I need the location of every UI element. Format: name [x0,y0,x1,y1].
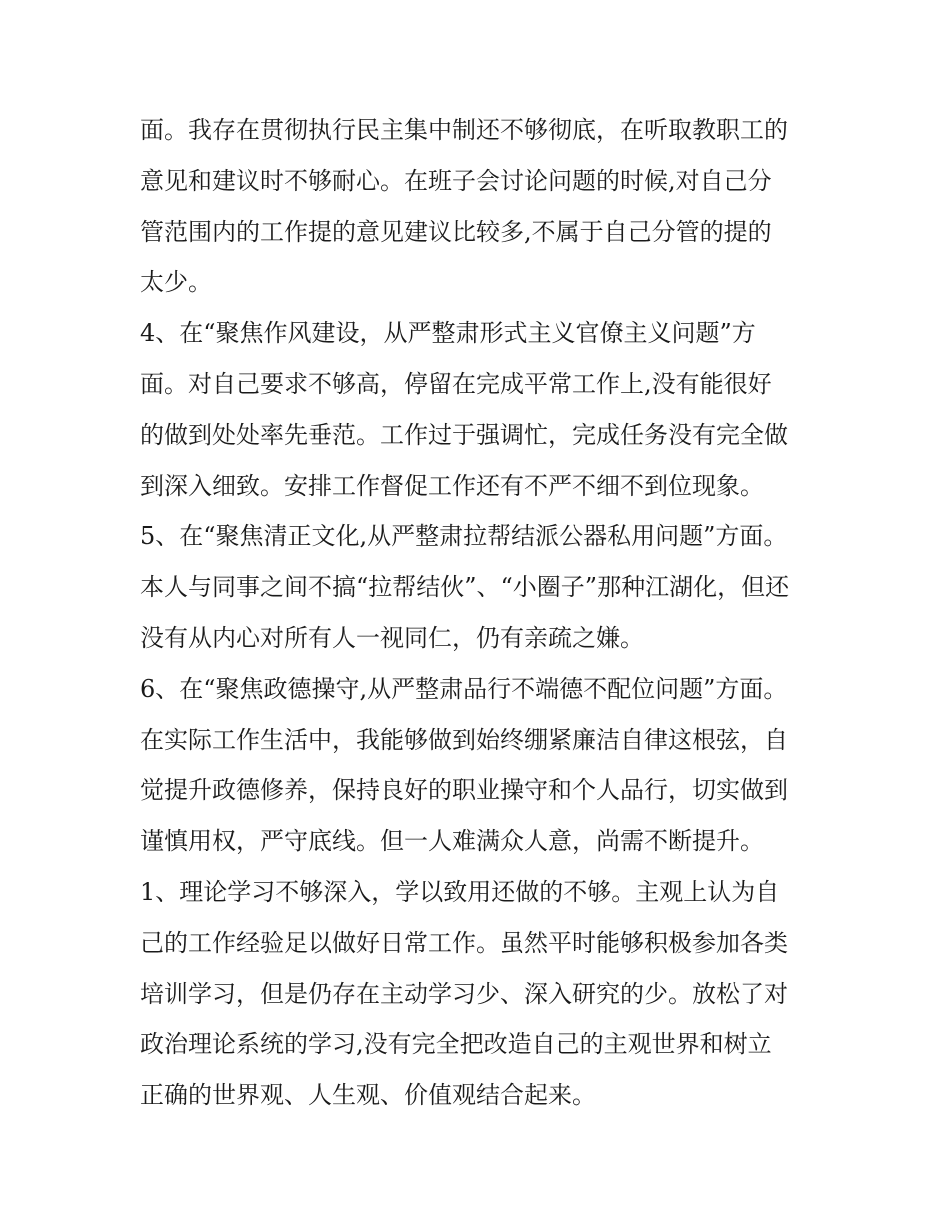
text-line: 面。我存在贯彻执行民主集中制还不够彻底，在听取教职工的 [140,116,788,144]
text-line: 没有从内心对所有人一视同仁，仍有亲疏之嫌。 [140,623,644,652]
text-line: 1、理论学习不够深入，学以致用还做的不够。主观上认为自 [140,877,780,906]
text-line: 在实际工作生活中，我能够做到始终绷紧廉洁自律这根弦，自 [140,725,788,754]
text-line: 的做到处处率先垂范。工作过于强调忙，完成任务没有完全做 [140,420,788,449]
text-line: 到深入细致。安排工作督促工作还有不严不细不到位现象。 [140,471,764,500]
text-line: 觉提升政德修养，保持良好的职业操守和个人品行，切实做到 [140,776,788,805]
text-line: 面。对自己要求不够高，停留在完成平常工作上,没有能很好 [140,369,772,398]
text-line: 培训学习，但是仍存在主动学习少、深入研究的少。放松了对 [140,979,788,1008]
document-body [140,105,820,1121]
text-line: 己的工作经验足以做好日常工作。虽然平时能够积极参加各类 [140,928,788,957]
text-line: 管范围内的工作提的意见建议比较多,不属于自己分管的提的 [140,217,772,246]
text-line: 意见和建议时不够耐心。在班子会讨论问题的时候,对自己分 [140,166,772,195]
text-line: 正确的世界观、人生观、价值观结合起来。 [140,1081,596,1110]
text-line: 6、在“聚焦政德操守,从严整肃品行不端德不配位问题”方面。 [140,674,788,703]
text-line: 政治理论系统的学习,没有完全把改造自己的主观世界和树立 [140,1030,772,1059]
text-line: 太少。 [140,268,212,297]
text-line: 谨慎用权，严守底线。但一人难满众人意，尚需不断提升。 [140,827,764,856]
text-line: 5、在“聚焦清正文化,从严整肃拉帮结派公器私用问题”方面。 [140,522,788,551]
text-line: 4、在“聚焦作风建设，从严整肃形式主义官僚主义问题”方 [140,319,756,348]
text-line: 本人与同事之间不搞“拉帮结伙”、“小圈子”那种江湖化，但还 [140,573,790,602]
